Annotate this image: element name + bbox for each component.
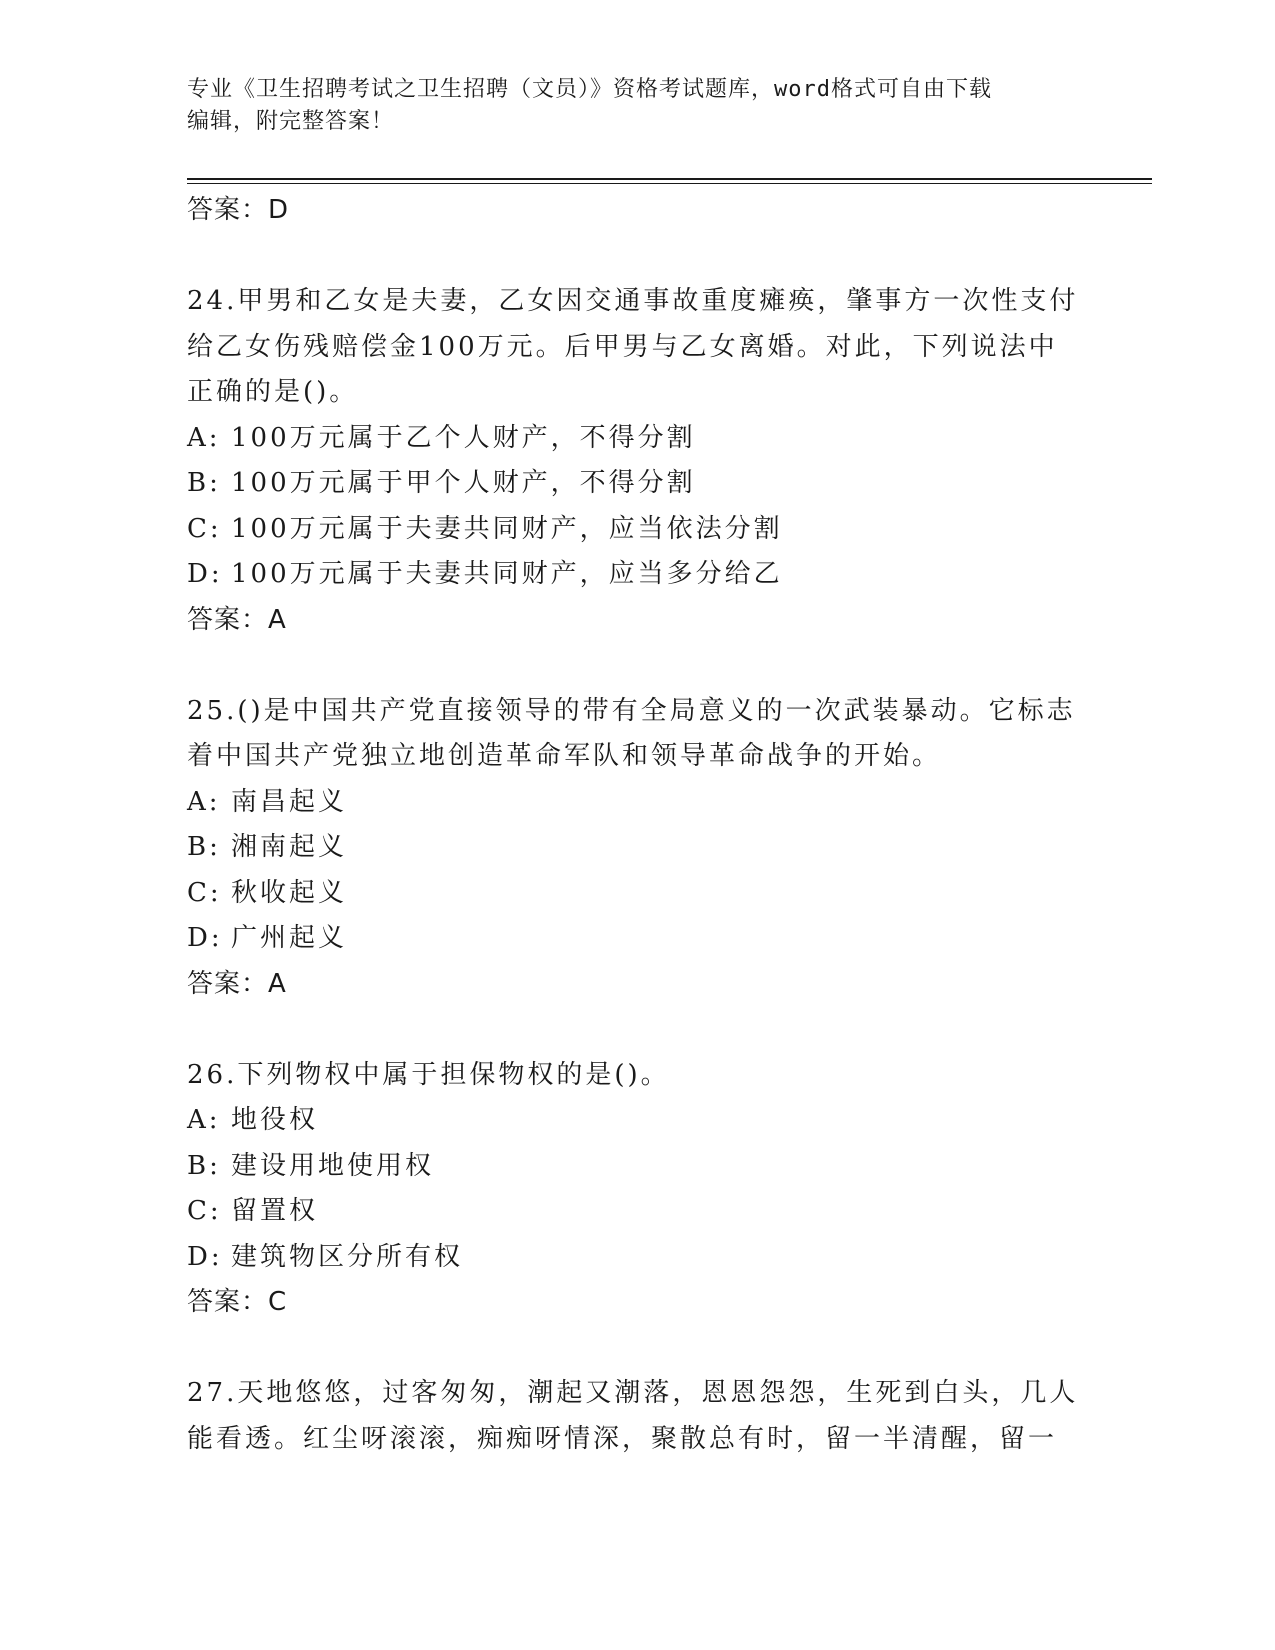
option-text: 湘南起义 xyxy=(231,832,348,862)
option-letter: B: xyxy=(187,832,221,862)
header-line-2: 编辑，附完整答案！ xyxy=(187,109,395,134)
option-c xyxy=(187,507,1087,553)
question-stem-line: 26.下列物权中属于担保物权的是()。 xyxy=(187,1059,670,1090)
option-letter: A: xyxy=(187,786,221,817)
option-letter: C: xyxy=(187,1196,222,1226)
header-divider xyxy=(187,178,1152,180)
option-letter: D: xyxy=(187,1241,223,1272)
option-text: 地役权 xyxy=(231,1105,319,1135)
question-24 xyxy=(187,279,1087,643)
option-letter: D: xyxy=(187,559,223,589)
question-stem-line: 27.天地悠悠，过客匆匆，潮起又潮落，恩恩怨怨，生死到白头，几人 xyxy=(187,1378,1079,1408)
option-letter: B: xyxy=(187,468,221,498)
spacer xyxy=(187,233,1087,279)
option-text: 广州起义 xyxy=(231,923,348,953)
option-text: 100万元属于夫妻共同财产，应当多分给乙 xyxy=(231,559,783,589)
option-b xyxy=(187,825,1087,871)
option-text: 100万元属于乙个人财产，不得分割 xyxy=(231,422,696,453)
spacer xyxy=(187,1325,1087,1371)
question-26 xyxy=(187,1053,1087,1326)
option-letter: C: xyxy=(187,513,222,544)
option-d xyxy=(187,552,1087,598)
question-stem-line: 25.()是中国共产党直接领导的带有全局意义的一次武装暴动。它标志 xyxy=(187,695,1076,726)
answer-26: 答案：C xyxy=(187,1287,288,1317)
header-line-1: 专业《卫生招聘考试之卫生招聘（文员）》资格考试题库，word格式可自由下载 xyxy=(187,77,992,102)
answer-prev: 答案：D xyxy=(187,195,290,225)
question-stem-line: 24.甲男和乙女是夫妻，乙女因交通事故重度瘫痪，肇事方一次性支付 xyxy=(187,286,1079,316)
spacer xyxy=(187,1007,1087,1053)
question-stem-line: 着中国共产党独立地创造革命军队和领导革命战争的开始。 xyxy=(187,741,942,771)
option-text: 秋收起义 xyxy=(231,877,348,908)
option-b xyxy=(187,1144,1087,1190)
option-d xyxy=(187,1235,1087,1281)
option-letter: B: xyxy=(187,1150,221,1181)
option-c xyxy=(187,871,1087,917)
answer-25: 答案：A xyxy=(187,968,287,999)
option-letter: A: xyxy=(187,1105,221,1135)
option-text: 留置权 xyxy=(231,1196,319,1226)
option-text: 建设用地使用权 xyxy=(231,1150,435,1181)
question-stem-line: 能看透。红尘呀滚滚，痴痴呀情深，聚散总有时，留一半清醒，留一 xyxy=(187,1423,1058,1454)
option-text: 100万元属于甲个人财产，不得分割 xyxy=(231,468,696,498)
option-text: 南昌起义 xyxy=(231,786,348,817)
option-text: 建筑物区分所有权 xyxy=(231,1241,464,1272)
option-a xyxy=(187,416,1087,462)
question-stem-line: 给乙女伤残赔偿金100万元。后甲男与乙女离婚。对此，下列说法中 xyxy=(187,331,1058,362)
option-a xyxy=(187,1098,1087,1144)
option-c xyxy=(187,1189,1087,1235)
document-body xyxy=(187,188,1087,1462)
option-letter: C: xyxy=(187,877,222,908)
option-b xyxy=(187,461,1087,507)
answer-24: 答案：A xyxy=(187,604,287,635)
page-header xyxy=(187,74,1087,138)
option-a xyxy=(187,780,1087,826)
option-letter: A: xyxy=(187,422,221,453)
header-divider-thin xyxy=(187,183,1152,184)
option-letter: D: xyxy=(187,923,223,953)
question-stem-line: 正确的是()。 xyxy=(187,377,359,407)
spacer xyxy=(187,643,1087,689)
question-27 xyxy=(187,1371,1087,1462)
question-25 xyxy=(187,689,1087,1007)
option-d xyxy=(187,916,1087,962)
option-text: 100万元属于夫妻共同财产，应当依法分割 xyxy=(231,513,783,544)
